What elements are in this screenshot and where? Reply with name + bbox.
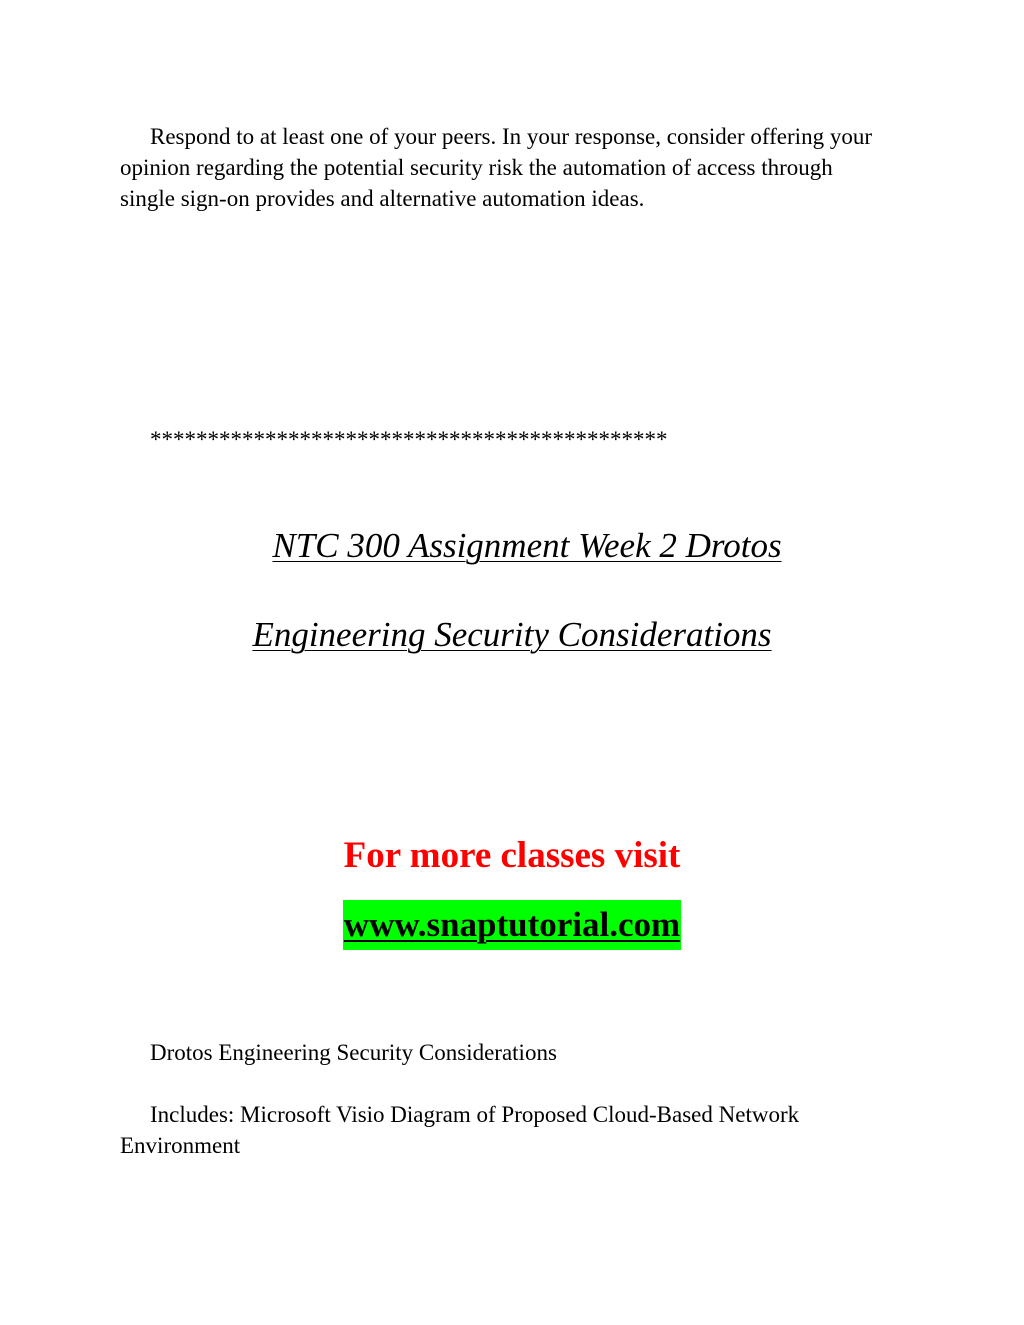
- subtitle-paragraph: Drotos Engineering Security Considerations: [150, 1040, 557, 1065]
- asterisk-divider: *********************************************: [150, 427, 668, 452]
- promo-link-row: [0, 900, 1024, 950]
- promo-text: For more classes visit: [343, 835, 681, 876]
- assignment-title: NTC 300 Assignment Week 2 Drotos: [272, 526, 782, 565]
- snaptutorial-link[interactable]: www.snaptutorial.com: [343, 900, 681, 950]
- includes-paragraph: Includes: Microsoft Visio Diagram of Proposed Cloud-Based Network Environment: [120, 1102, 800, 1158]
- intro-paragraph: Respond to at least one of your peers. In your response, consider offering your opinion regarding the potential security risk the automation of access through single sign-on provides and alternative automation ideas.: [120, 124, 872, 211]
- assignment-subtitle: Engineering Security Considerations: [252, 615, 772, 654]
